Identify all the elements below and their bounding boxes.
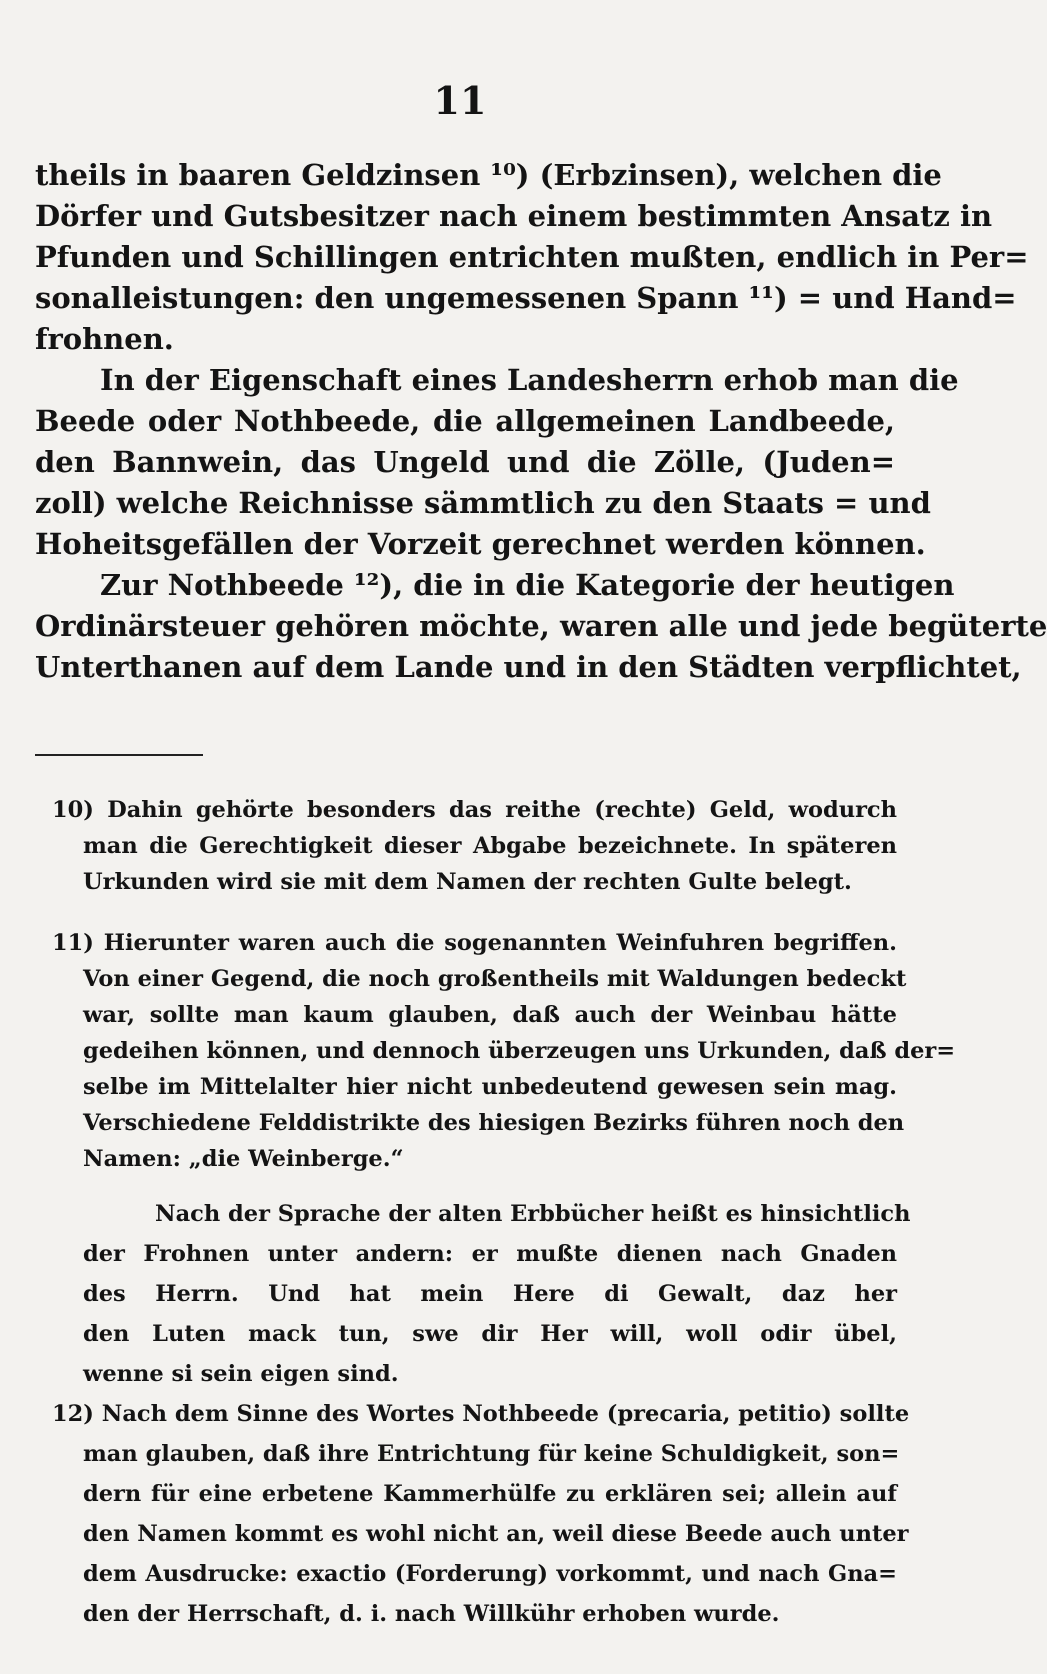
footnote-line: Verschiedene Felddistrikte des hiesigen Bezirks führen noch den: [83, 1110, 905, 1136]
footnote-line: 11) Hierunter waren auch die sogenannten Weinfuhren begriffen.: [52, 930, 897, 956]
footnote-line: man die Gerechtigkeit dieser Abgabe bezeichnete. In späteren: [83, 833, 897, 859]
main-text-line: frohnen.: [35, 322, 174, 356]
main-text-line: Unterthanen auf dem Lande und in den Städten verpflichtet,: [35, 650, 1022, 684]
footnote-line: den der Herrschaft, d. i. nach Willkühr erhoben wurde.: [83, 1601, 780, 1627]
main-text-line: den Bannwein, das Ungeld und die Zölle, (Juden=: [35, 445, 895, 479]
main-text-line: Hoheitsgefällen der Vorzeit gerechnet werden können.: [35, 527, 926, 561]
footnote-line: den Luten mack tun, swe dir Her will, woll odir übel,: [83, 1321, 897, 1347]
main-text-line: sonalleistungen: den ungemessenen Spann ¹¹) = und Hand=: [35, 281, 1017, 315]
main-text-line: Beede oder Nothbeede, die allgemeinen Landbeede,: [35, 404, 895, 438]
footnote-line: Namen: „die Weinberge.“: [83, 1146, 404, 1172]
footnote-line: der Frohnen unter andern: er mußte dienen nach Gnaden: [83, 1241, 897, 1267]
footnote-line: 10) Dahin gehörte besonders das reithe (rechte) Geld, wodurch: [52, 797, 897, 823]
footnote-line: man glauben, daß ihre Entrichtung für keine Schuldigkeit, son=: [83, 1441, 900, 1467]
footnote-line: wenne si sein eigen sind.: [83, 1361, 399, 1387]
page-number: 11: [433, 78, 487, 123]
footnote-line: war, sollte man kaum glauben, daß auch der Weinbau hätte: [83, 1002, 897, 1028]
main-text-line: Pfunden und Schillingen entrichten mußten, endlich in Per=: [35, 240, 1029, 274]
footnote-line: Urkunden wird sie mit dem Namen der rechten Gulte belegt.: [83, 869, 852, 895]
footnote-separator: [35, 754, 203, 756]
main-text-line: Ordinärsteuer gehören möchte, waren alle und jede begüterte: [35, 609, 1047, 643]
footnote-line: selbe im Mittelalter hier nicht unbedeutend gewesen sein mag.: [83, 1074, 897, 1100]
main-text-line: theils in baaren Geldzinsen ¹⁰) (Erbzinsen), welchen die: [35, 158, 942, 192]
main-text-line: zoll) welche Reichnisse sämmtlich zu den Staats = und: [35, 486, 931, 520]
footnote-line: gedeihen können, und dennoch überzeugen uns Urkunden, daß der=: [83, 1038, 956, 1064]
footnote-line: dern für eine erbetene Kammerhülfe zu erklären sei; allein auf: [83, 1481, 897, 1507]
footnote-line: Von einer Gegend, die noch großentheils mit Waldungen bedeckt: [83, 966, 907, 992]
main-text-line: In der Eigenschaft eines Landesherrn erhob man die: [100, 363, 959, 397]
footnote-line: Nach der Sprache der alten Erbbücher heißt es hinsichtlich: [155, 1201, 911, 1227]
main-text-line: Zur Nothbeede ¹²), die in die Kategorie der heutigen: [100, 568, 955, 602]
main-text-line: Dörfer und Gutsbesitzer nach einem bestimmten Ansatz in: [35, 199, 993, 233]
footnote-line: den Namen kommt es wohl nicht an, weil diese Beede auch unter: [83, 1521, 909, 1547]
footnote-line: dem Ausdrucke: exactio (Forderung) vorkommt, und nach Gna=: [83, 1561, 897, 1587]
footnote-line: 12) Nach dem Sinne des Wortes Nothbeede (precaria, petitio) sollte: [52, 1401, 910, 1427]
footnote-line: des Herrn. Und hat mein Here di Gewalt, daz her: [83, 1281, 897, 1307]
